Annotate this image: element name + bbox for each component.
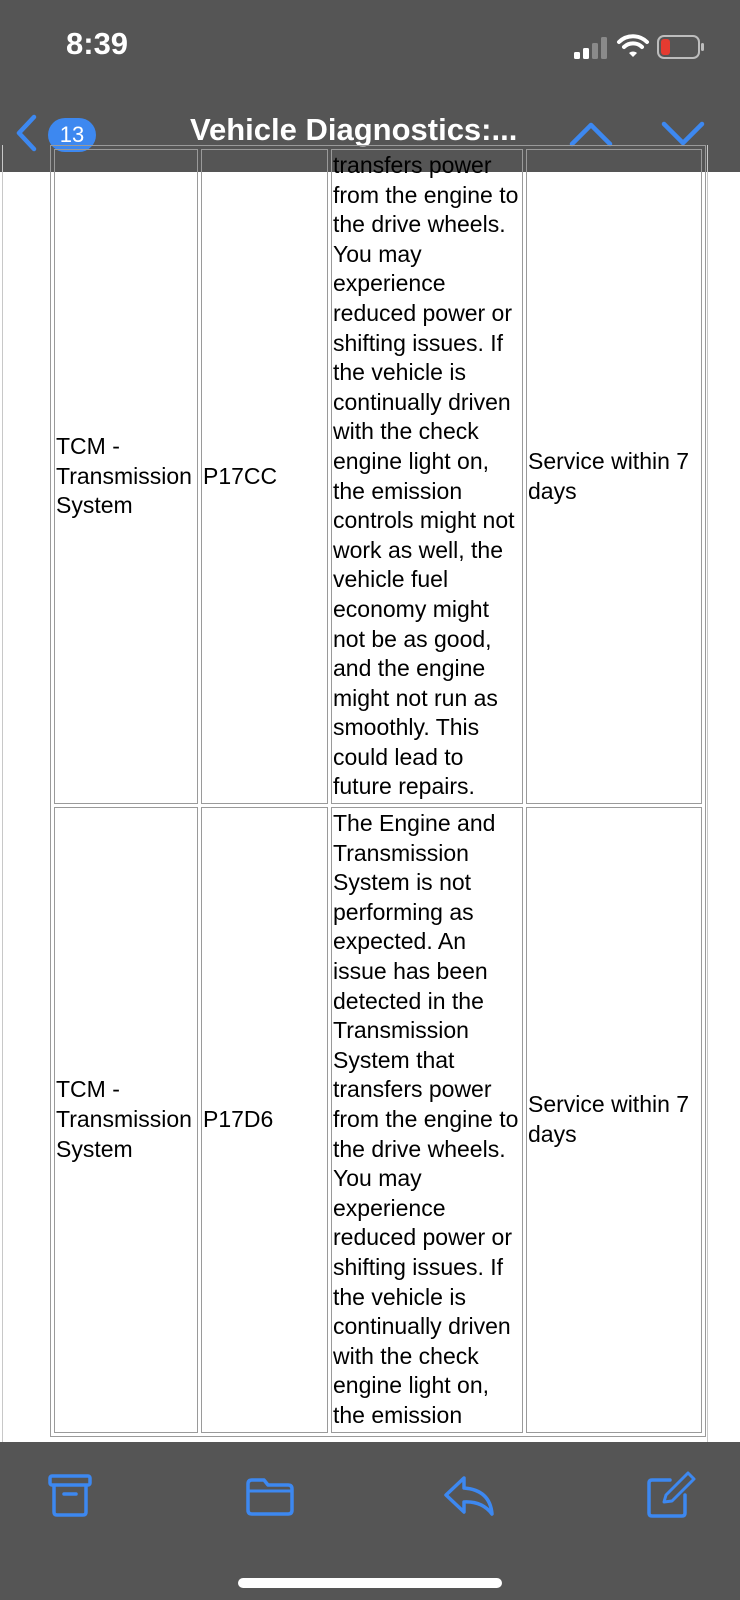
code-cell: P17D6 [201, 807, 328, 1432]
table-row [54, 149, 702, 804]
module-cell: TCM - Transmission System [54, 149, 198, 804]
content-frame-right [707, 145, 708, 1445]
action-cell: Service within 7 days [526, 807, 702, 1432]
module-cell: TCM - Transmission System [54, 807, 198, 1432]
home-indicator[interactable] [238, 1578, 502, 1588]
status-bar [0, 0, 740, 100]
bottom-toolbar [0, 1442, 740, 1600]
move-to-folder-button[interactable] [240, 1470, 300, 1522]
wifi-icon [617, 34, 649, 63]
archive-icon [40, 1509, 100, 1526]
code-cell: P17CC [201, 149, 328, 804]
content-frame-left [2, 145, 3, 1445]
table-row [54, 807, 702, 1432]
battery-icon [657, 35, 705, 64]
message-body[interactable] [0, 152, 740, 1442]
unread-count-badge: 13 [48, 118, 96, 152]
description-cell: The Engine and Transmission System is not performing as expected. An issue has been detected in the Transmission System that transfers power from the engine to the drive wheels. You may experience reduced power or shifting issues. If the vehicle is continually driven with the check engine light on, the emission [331, 807, 523, 1432]
archive-button[interactable] [40, 1470, 100, 1522]
chevron-left-icon [14, 113, 38, 158]
reply-button[interactable] [440, 1470, 500, 1522]
compose-icon [640, 1509, 700, 1526]
folder-icon [240, 1509, 300, 1526]
cellular-signal-icon [574, 37, 608, 64]
action-cell: Service within 7 days [526, 149, 702, 804]
message-subject-title: Vehicle Diagnostics:... [190, 112, 518, 147]
status-time: 8:39 [66, 26, 129, 61]
diagnostics-table [50, 145, 706, 1437]
description-cell: transfers power from the engine to the drive wheels. You may experience reduced power or shifting issues. If the vehicle is continually driven with the check engine light on, the emission controls might not work as well, the vehicle fuel economy might not be as good, and the engine might not run as smoothly. This could lead to future repairs. [331, 149, 523, 804]
compose-button[interactable] [640, 1470, 700, 1522]
reply-icon [440, 1509, 500, 1526]
